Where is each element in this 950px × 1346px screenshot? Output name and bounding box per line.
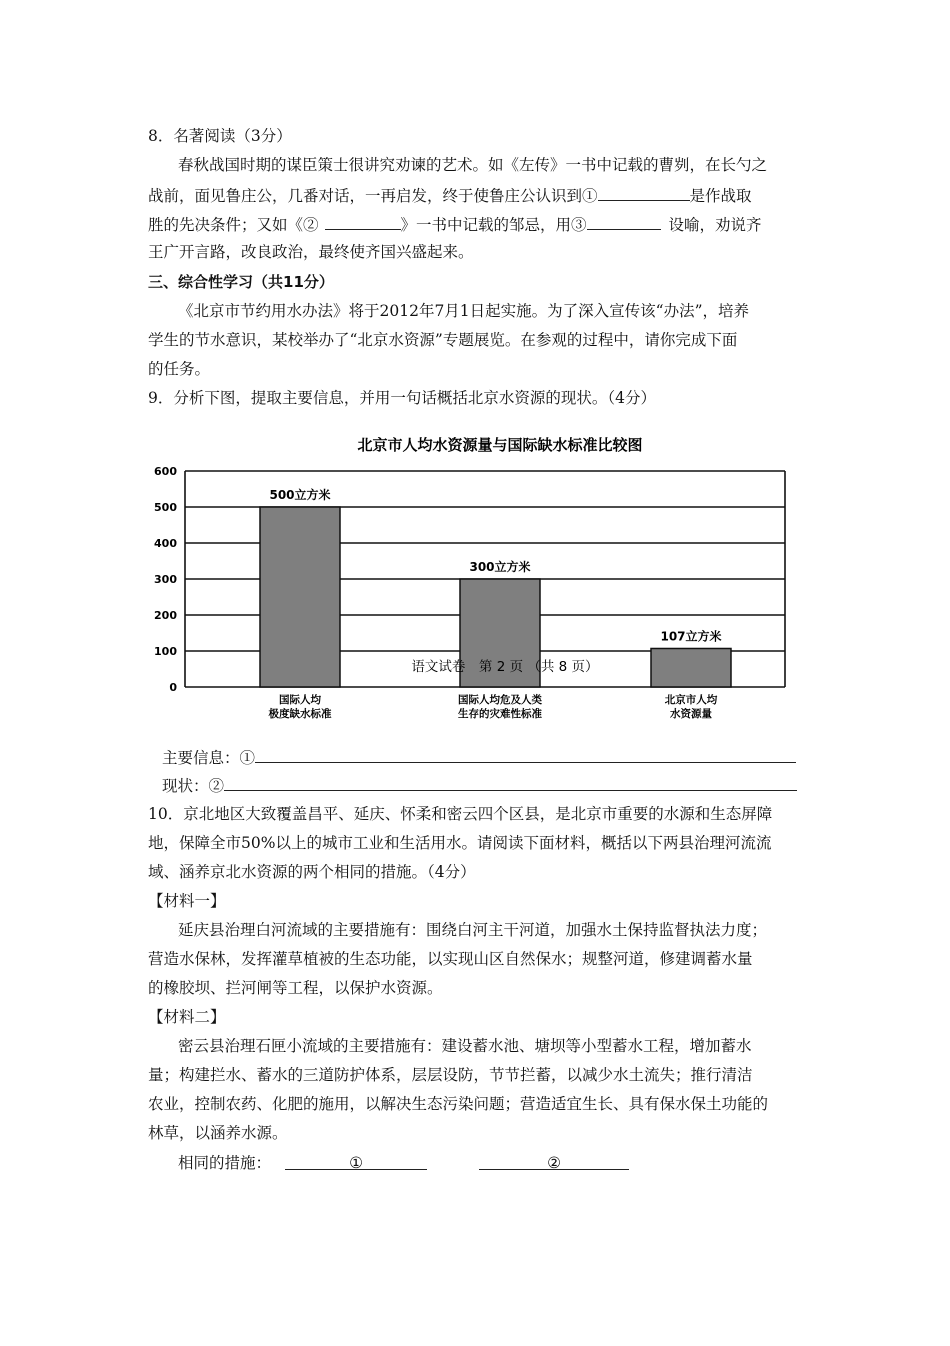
category-label: 国际人均 (279, 694, 321, 706)
bar (260, 507, 340, 687)
category-label: 生存的灾难性标准 (458, 708, 542, 720)
q8-line-2-text: 战前，面见鲁庄公，几番对话，一再启发，终于使鲁庄公认识到① (148, 187, 598, 205)
q9-info-row (162, 746, 796, 768)
q8-line-3-text: 胜的先决条件；又如《② (148, 216, 319, 234)
same-measure-1-blank[interactable] (285, 1153, 427, 1170)
material-1-line-2: 营造水保林，发挥灌草植被的生态功能，以实现山区自然保水；规整河道，修建调蓄水量 (148, 950, 753, 968)
q8-blank-1[interactable] (598, 184, 690, 201)
intro-line-2: 学生的节水意识，某校举办了“北京水资源”专题展览。在参观的过程中，请你完成下面 (148, 331, 738, 349)
y-tick-label: 0 (169, 681, 177, 694)
material-2-line-1: 密云县治理石匣小流域的主要措施有：建设蓄水池、塘坝等小型蓄水工程，增加蓄水 (178, 1037, 752, 1055)
bar-chart-svg (140, 428, 820, 728)
bar-data-label: 500立方米 (269, 488, 331, 502)
q8-blank-3[interactable] (587, 213, 661, 230)
q8-line-3-tail: 设喻，劝说齐 (668, 216, 762, 234)
q10-line-2: 地，保障全市50%以上的城市工业和生活用水。请阅读下面材料，概括以下两县治理河流流 (148, 834, 772, 852)
q9-info-label: 主要信息：① (162, 749, 256, 767)
material-2-line-2: 量；构建拦水、蓄水的三道防护体系，层层设防，节节拦蓄，以减少水土流失；推行清洁 (148, 1066, 753, 1084)
bar (651, 648, 731, 687)
material-2-heading: 【材料二】 (148, 1008, 226, 1026)
same-measures-label: 相同的措施： (178, 1154, 272, 1172)
material-1-heading: 【材料一】 (148, 892, 226, 910)
same-measure-2-marker: ② (547, 1154, 561, 1172)
q8-line-3 (148, 213, 762, 235)
bar-data-label: 300立方米 (469, 560, 531, 574)
q8-line-1: 春秋战国时期的谋臣策士很讲究劝谏的艺术。如《左传》一书中记载的曹刿，在长勺之 (178, 156, 768, 174)
same-measures-row (178, 1153, 629, 1173)
q8-heading: 8．名著阅读（3分） (148, 127, 292, 145)
q9-heading: 9．分析下图，提取主要信息，并用一句话概括北京水资源的现状。（4分） (148, 389, 656, 407)
material-2-line-3: 农业，控制农药、化肥的施用，以解决生态污染问题；营造适宜生长、具有保水保土功能的 (148, 1095, 769, 1113)
q9-status-row (162, 774, 797, 796)
q8-line-4: 王广开言路，改良政治，最终使齐国兴盛起来。 (148, 243, 474, 261)
q8-line-2 (148, 184, 752, 206)
y-tick-label: 400 (154, 537, 177, 550)
intro-line-1: 《北京市节约用水办法》将于2012年7月1日起实施。为了深入宣传该“办法”，培养 (178, 302, 750, 320)
chart-category-labels (268, 693, 718, 720)
y-tick-label: 100 (154, 645, 177, 658)
q8-blank-2[interactable] (325, 213, 401, 230)
y-tick-label: 600 (154, 465, 177, 478)
section-3-heading: 三、综合性学习（共11分） (148, 273, 334, 291)
same-measure-2-blank[interactable] (479, 1153, 629, 1170)
intro-line-3: 的任务。 (148, 360, 211, 378)
y-tick-label: 200 (154, 609, 177, 622)
category-label: 水资源量 (670, 708, 712, 720)
bar-data-label: 107立方米 (660, 629, 722, 644)
page-footer: 语文试卷 第 2 页 （共 8 页） (411, 659, 599, 675)
q9-status-label: 现状：② (162, 777, 225, 795)
chart-y-ticks (154, 465, 177, 694)
same-measure-1-marker: ① (349, 1154, 363, 1172)
q9-status-answer-line[interactable] (224, 774, 797, 791)
material-1-line-3: 的橡胶坝、拦河闸等工程，以保护水资源。 (148, 979, 443, 997)
y-tick-label: 500 (154, 501, 177, 514)
category-label: 国际人均危及人类 (458, 694, 542, 706)
q8-line-2-tail: 是作战取 (689, 187, 752, 205)
category-label: 极度缺水标准 (268, 708, 332, 720)
material-1-line-1: 延庆县治理白河流域的主要措施有：围绕白河主干河道，加强水土保持监督执法力度； (178, 921, 768, 939)
material-2-line-4: 林草，以涵养水源。 (148, 1124, 288, 1142)
q9-info-answer-line[interactable] (255, 746, 796, 763)
chart-title: 北京市人均水资源量与国际缺水标准比较图 (357, 436, 643, 454)
q10-line-3: 域、涵养京北水资源的两个相同的措施。（4分） (148, 863, 476, 881)
y-tick-label: 300 (154, 573, 177, 586)
category-label: 北京市人均 (664, 694, 718, 706)
water-resource-chart (140, 428, 820, 728)
q8-line-3-mid: 》一书中记载的邹忌，用③ (400, 216, 587, 234)
q10-line-1: 10．京北地区大致覆盖昌平、延庆、怀柔和密云四个区县，是北京市重要的水源和生态屏障 (148, 805, 773, 823)
